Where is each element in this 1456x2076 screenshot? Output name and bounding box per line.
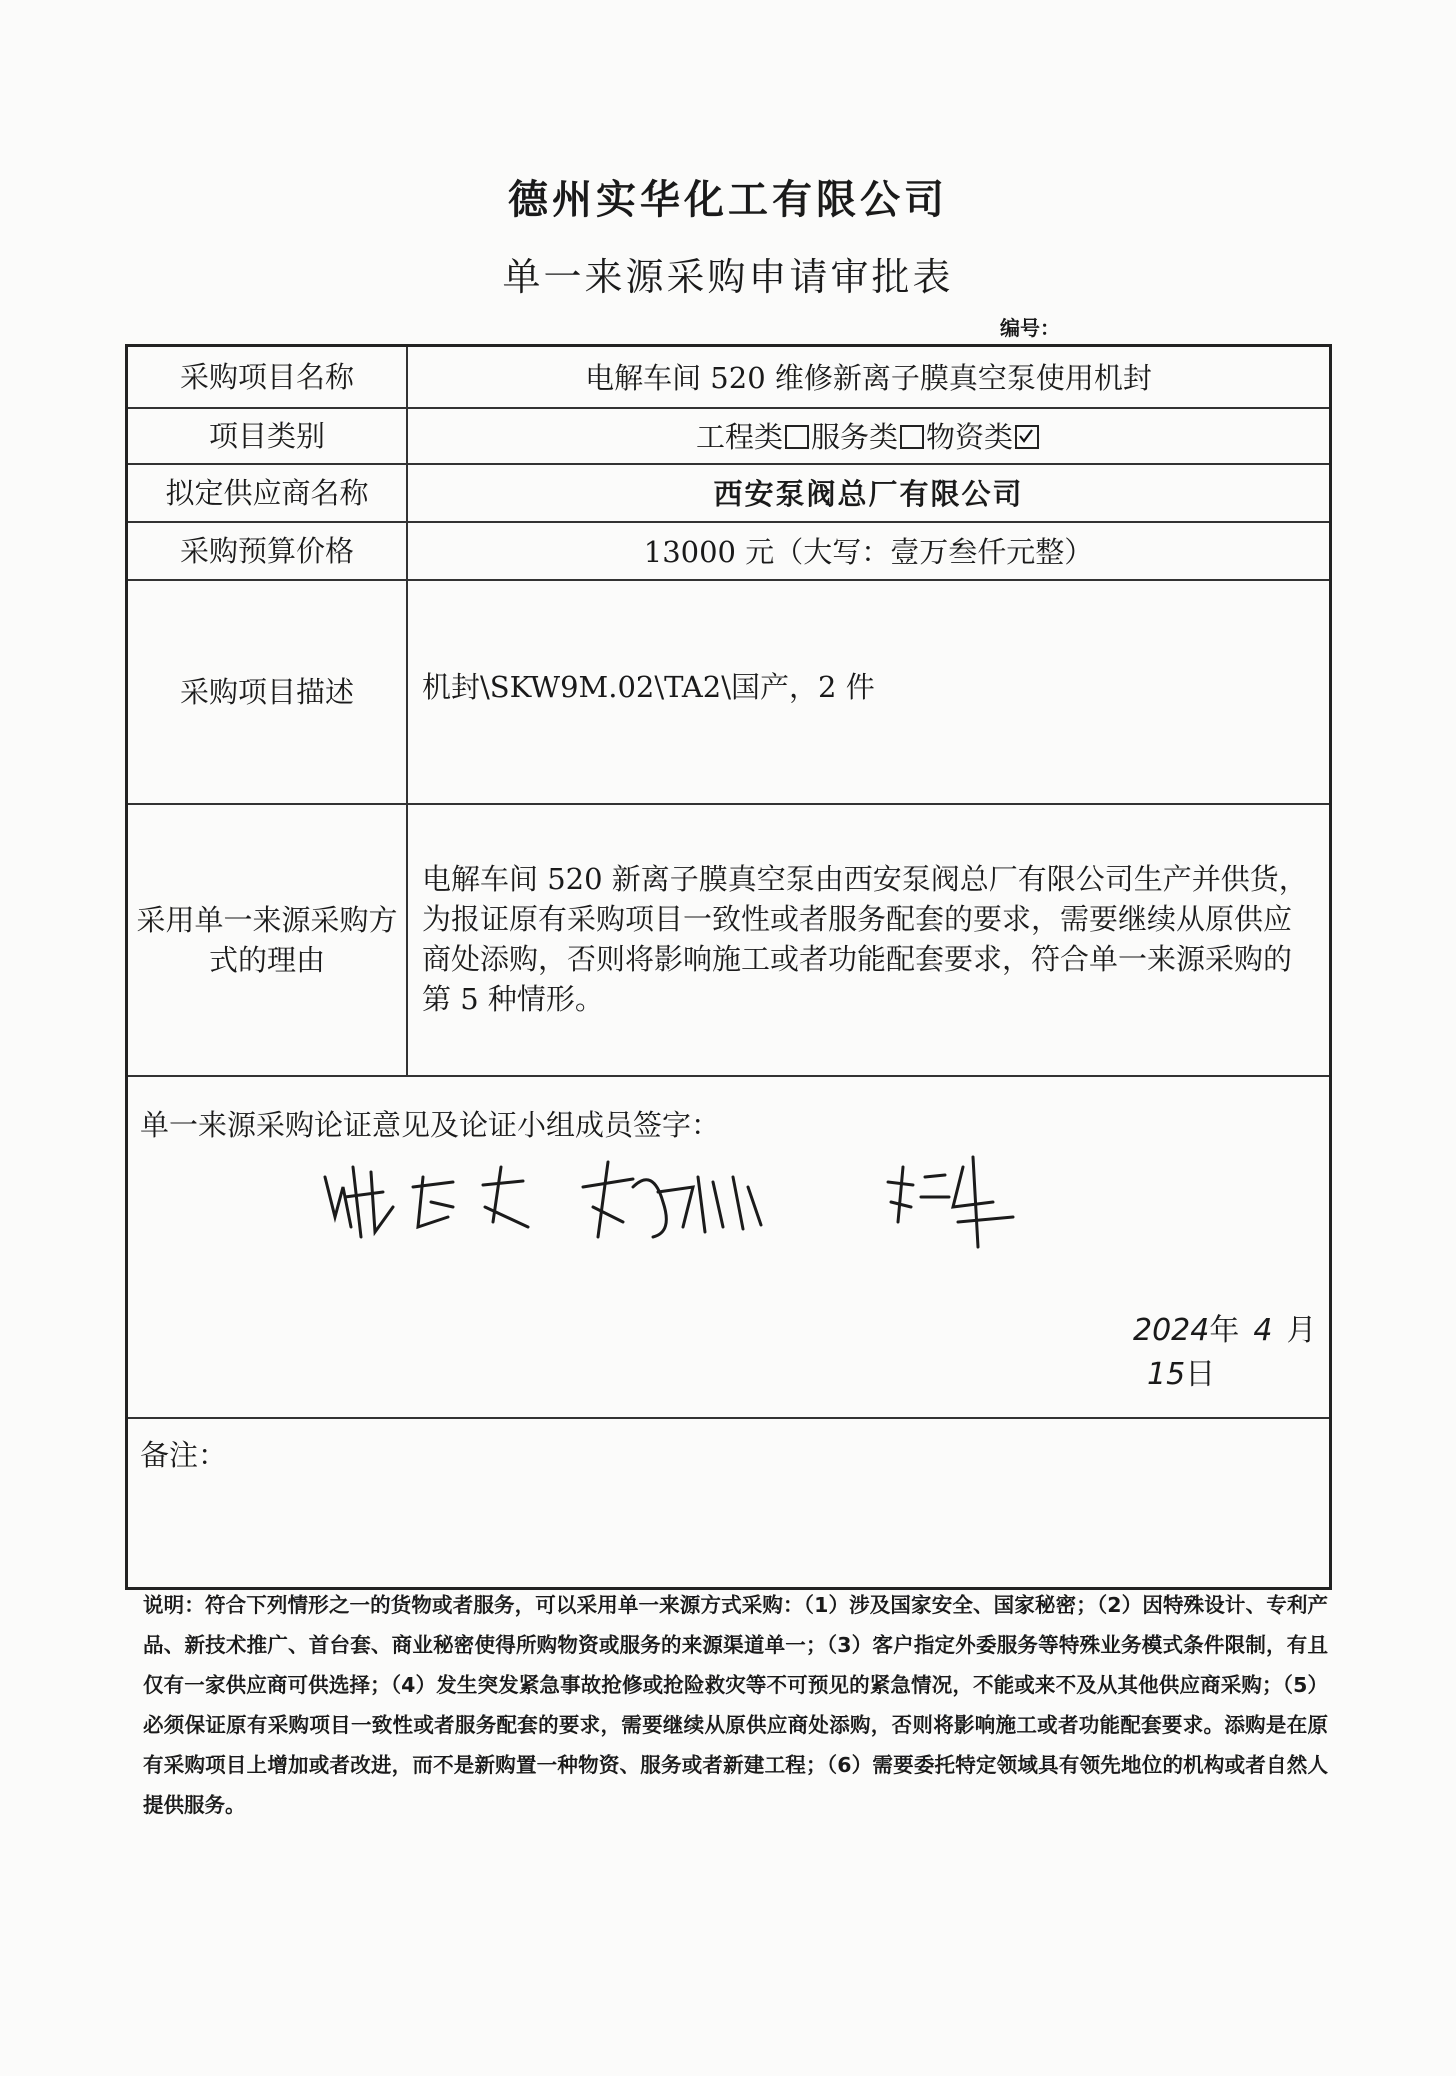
signature-3 (888, 1157, 1013, 1247)
company-name: 德州实华化工有限公司 (508, 177, 948, 223)
reason-value: 电解车间 520 新离子膜真空泵由西安泵阀总厂有限公司生产并供货，为报证原有采购项目一致性或者服务配套的要求，需要继续从原供应商处添购，否则将影响施工或者功能配套要求，符合单一来源采购的第 5 种情形。 (407, 804, 1331, 1076)
date-year: 2024 (1133, 1312, 1210, 1348)
signature-1 (325, 1167, 528, 1237)
signature-date: 2024年 4 月15日 (1133, 1312, 1317, 1392)
checkbox-service[interactable] (900, 425, 924, 449)
signature-cell (127, 1076, 1331, 1418)
form-title: 单一来源采购申请审批表 (502, 255, 954, 299)
budget-value: 13000 元（大写：壹万叁仟元整） (407, 522, 1331, 580)
description-value: 机封\SKW9M.02\TA2\国产，2 件 (407, 580, 1331, 804)
signature-2 (583, 1162, 761, 1237)
checkmark-icon (1018, 428, 1034, 444)
row-supplier (127, 464, 1331, 522)
row-signatures (127, 1076, 1331, 1418)
item-name-label: 采购项目名称 (127, 346, 408, 408)
description-label: 采购项目描述 (127, 580, 408, 804)
category-label: 项目类别 (127, 408, 408, 464)
item-name-value: 电解车间 520 维修新离子膜真空泵使用机封 (407, 346, 1331, 408)
budget-label: 采购预算价格 (127, 522, 408, 580)
remark-cell (127, 1418, 1331, 1589)
row-category (127, 408, 1331, 464)
category-option-engineering: 工程类 (695, 420, 783, 454)
supplier-value: 西安泵阀总厂有限公司 (407, 464, 1331, 522)
date-day: 15 (1147, 1356, 1186, 1392)
row-item-name (127, 346, 1331, 408)
checkbox-engineering[interactable] (785, 425, 809, 449)
row-budget (127, 522, 1331, 580)
row-remarks (127, 1418, 1331, 1589)
date-month: 4 (1253, 1312, 1273, 1348)
supplier-label: 拟定供应商名称 (127, 464, 408, 522)
row-description (127, 580, 1331, 804)
remark-label: 备注： (140, 1437, 228, 1472)
signature-handwriting (313, 1147, 1033, 1257)
notes-paragraph: 说明：符合下列情形之一的货物或者服务，可以采用单一来源方式采购：（1）涉及国家安全、国家秘密；（2）因特殊设计、专利产品、新技术推广、首台套、商业秘密使得所购物资或服务的来源渠道单一；（3）客户指定外委服务等特殊业务模式条件限制，有且仅有一家供应商可供选择；（4）发生突发紧急事故抢修或抢险救灾等不可预见的紧急情况，不能或来不及从其他供应商采购；（5）必须保证原有采购项目一致性或者服务配套的要求，需要继续从原供应商处添购，否则将影响施工或者功能配套要求。添购是在原有采购项目上增加或者改进，而不是新购置一种物资、服务或者新建工程；（6）需要委托特定领域具有领先地位的机构或者自然人提供服务。 (143, 1593, 1328, 1817)
approval-form-table (125, 344, 1332, 1590)
reason-label: 采用单一来源采购方式的理由 (127, 804, 408, 1076)
serial-number-label: 编号： (1000, 316, 1060, 340)
checkbox-materials-checked[interactable] (1015, 425, 1039, 449)
row-reason (127, 804, 1331, 1076)
category-options (407, 408, 1331, 464)
category-option-materials: 物资类 (926, 420, 1014, 454)
category-option-service: 服务类 (810, 420, 898, 454)
signature-label: 单一来源采购论证意见及论证小组成员签字： (140, 1107, 721, 1142)
